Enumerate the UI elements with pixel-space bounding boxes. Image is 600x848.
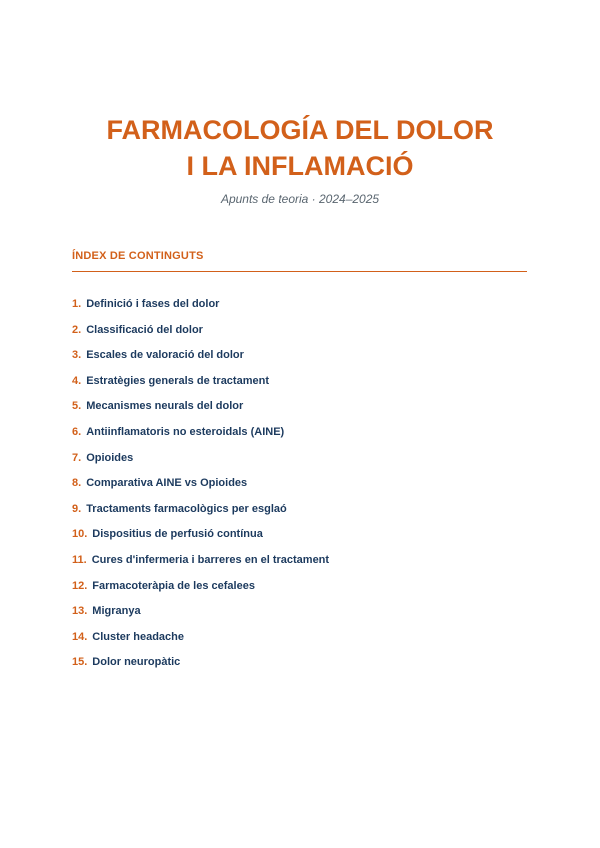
toc-item-label: Escales de valoració del dolor bbox=[86, 349, 244, 362]
toc-item-number: 13. bbox=[72, 605, 88, 618]
toc-item-number: 8. bbox=[72, 477, 82, 490]
toc-item[interactable] bbox=[72, 296, 329, 322]
toc-item-label: Dispositius de perfusió contínua bbox=[92, 528, 263, 541]
index-heading: ÍNDEX DE CONTINGUTS bbox=[72, 250, 204, 262]
toc-item[interactable] bbox=[72, 398, 329, 424]
toc-item-label: Migranya bbox=[92, 605, 141, 618]
toc-item[interactable] bbox=[72, 373, 329, 399]
toc-item-number: 6. bbox=[72, 425, 82, 438]
toc-item-number: 9. bbox=[72, 502, 82, 515]
title-block bbox=[0, 112, 600, 206]
toc-item[interactable] bbox=[72, 603, 329, 629]
toc-item[interactable] bbox=[72, 654, 329, 680]
toc-item[interactable] bbox=[72, 526, 329, 552]
toc-item-label: Dolor neuropàtic bbox=[92, 656, 181, 669]
toc-item-number: 7. bbox=[72, 451, 82, 464]
toc-item[interactable] bbox=[72, 629, 329, 655]
toc-item-number: 10. bbox=[72, 528, 88, 541]
table-of-contents bbox=[72, 296, 329, 680]
toc-item-label: Farmacoteràpia de les cefalees bbox=[92, 579, 255, 592]
toc-item-number: 4. bbox=[72, 374, 82, 387]
toc-item-number: 2. bbox=[72, 323, 82, 336]
toc-item[interactable] bbox=[72, 578, 329, 604]
index-divider bbox=[72, 271, 527, 272]
toc-item[interactable] bbox=[72, 322, 329, 348]
toc-item[interactable] bbox=[72, 347, 329, 373]
toc-item[interactable] bbox=[72, 475, 329, 501]
toc-item-label: Opioides bbox=[86, 451, 134, 464]
toc-item-number: 15. bbox=[72, 656, 88, 669]
toc-item-label: Cluster headache bbox=[92, 630, 184, 643]
toc-item-number: 11. bbox=[72, 553, 87, 566]
toc-item-label: Tractaments farmacològics per esglaó bbox=[86, 502, 287, 515]
toc-item-label: Definició i fases del dolor bbox=[86, 298, 220, 310]
toc-item-number: 5. bbox=[72, 400, 82, 413]
toc-item[interactable] bbox=[72, 552, 329, 578]
document-subtitle: Apunts de teoria · 2024–2025 bbox=[220, 192, 380, 206]
toc-item-label: Mecanismes neurals del dolor bbox=[86, 400, 244, 413]
toc-item[interactable] bbox=[72, 501, 329, 527]
document-title-line-1: FARMACOLOGÍA DEL DOLOR bbox=[106, 115, 494, 145]
toc-item-number: 12. bbox=[72, 579, 88, 592]
document-title-line-2: I LA INFLAMACIÓ bbox=[186, 151, 414, 181]
toc-item-label: Estratègies generals de tractament bbox=[86, 374, 269, 387]
toc-item-label: Classificació del dolor bbox=[86, 323, 203, 336]
toc-item-number: 1. bbox=[72, 298, 82, 310]
toc-item-number: 3. bbox=[72, 349, 82, 362]
toc-item-label: Comparativa AINE vs Opioides bbox=[86, 477, 248, 490]
toc-item[interactable] bbox=[72, 450, 329, 476]
toc-item[interactable] bbox=[72, 424, 329, 450]
toc-item-number: 14. bbox=[72, 630, 88, 643]
toc-item-label: Antiinflamatoris no esteroidals (AINE) bbox=[86, 425, 285, 438]
toc-item-label: Cures d'infermeria i barreres en el tractament bbox=[91, 553, 330, 566]
